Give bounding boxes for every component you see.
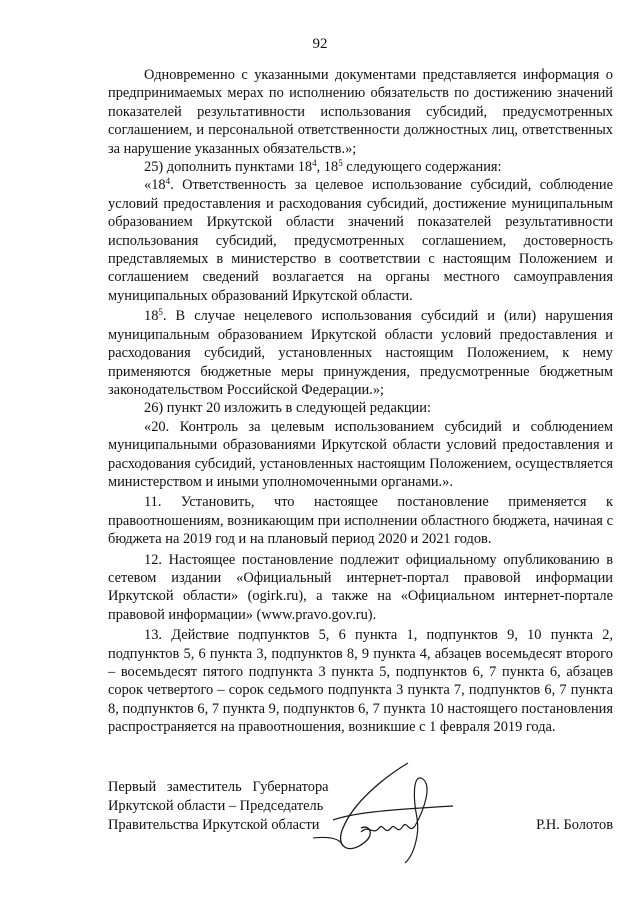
paragraph-section-11: 11. Установить, что настоящее постановление применяется к правоотношениям, возникающим при исполнении областного бюджета, начиная с бюджета на 2019 год и на плановый период 2020 и 2021 годов. xyxy=(108,494,613,548)
paragraph-item-25: 25) дополнить пунктами $18^4$, $18^5$ следующего содержания: xyxy=(144,158,502,176)
paragraph-point-18-5: $18^5$. В случае нецелевого использования субсидий и (или) нарушения муниципальным образованием Иркутской области условий предоставления и расходования субсидий, установленных настоящим Положением, к нему применяются бюджетные меры принуждения, предусмотренные бюджетным законодательством Российской Федерации.»; xyxy=(108,307,613,398)
paragraph-section-12: 12. Настоящее постановление подлежит официальному опубликованию в сетевом издании «Официальный интернет-портал правовой информации Иркутской области» (ogirk.ru), а также на «Официальном интернет-портале правовой информации» (www.pravo.gov.ru). xyxy=(108,551,613,623)
paragraph-point-20: «20. Контроль за целевым использованием субсидий и соблюдением муниципальными образованиями Иркутской области условий предоставления и расходования субсидий, установленных настоящим Положением, осуществляется министерством и иными уполномоченными органами.». xyxy=(108,418,613,490)
position-line: Правительства Иркутской области xyxy=(108,817,320,833)
handwritten-signature xyxy=(313,758,463,868)
paragraph-item-26: 26) пункт 20 изложить в следующей редакции: xyxy=(144,400,431,417)
position-line: Первый заместитель Губернатора xyxy=(108,779,329,795)
document-body xyxy=(108,66,613,737)
paragraph-info-obligations: Одновременно с указанными документами представляется информация о предпринимаемых мерах по исполнению обязательств по достижению значений показателей результативности использования субсидий, предусмотренных соглашением, и персональной ответственности должностных лиц, ответственных за нарушение указанных обязательств.»; xyxy=(108,67,613,157)
signatory-name: Р.Н. Болотов xyxy=(536,817,613,833)
position-line: Иркутской области – Председатель xyxy=(108,798,324,814)
paragraph-point-18-4: «$18^4$. Ответственность за целевое использование субсидий, соблюдение условий предоставления и расходования субсидий, достижение муниципальным образованием Иркутской области значений показателей результативности использования субсидий, предусмотренных соглашением, достоверность представляемых в министерство в соответствии с настоящим Положением и соглашением сведений возлагается на органы местного самоуправления муниципальных образований Иркутской области. xyxy=(108,176,613,304)
paragraph-section-13: 13. Действие подпунктов 5, 6 пункта 1, подпунктов 9, 10 пункта 2, подпунктов 5, 6 пункта 3, подпунктов 8, 9 пункта 4, абзацев восемьдесят второго – восемьдесят пятого подпункта 3 пункта 5, подпунктов 6, 7 пункта 6, абзацев сорок четвертого – сорок седьмого подпункта 3 пункта 7, подпунктов 6, 7 пункта 8, подпунктов 6, 7 пункта 9, подпунктов 6, 7 пункта 10 настоящего постановления распространяется на правоотношения, возникшие с 1 февраля 2019 года. xyxy=(108,627,613,736)
page-number: 92 xyxy=(312,36,328,52)
